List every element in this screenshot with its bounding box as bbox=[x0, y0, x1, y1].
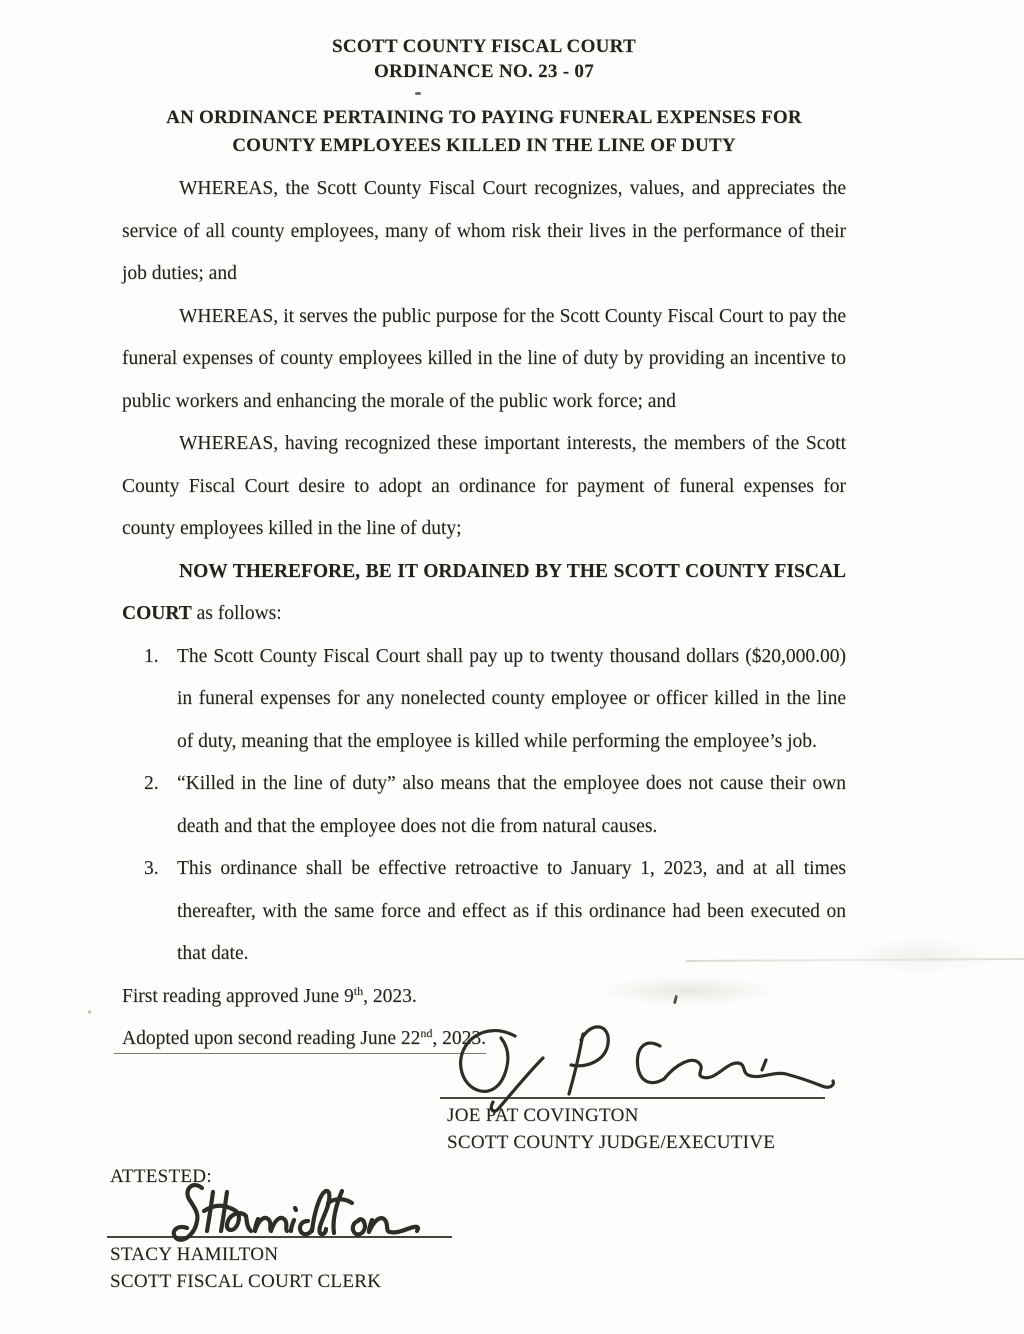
ordinal-superscript: th bbox=[353, 983, 364, 998]
clerk-name-block bbox=[110, 1241, 381, 1295]
second-reading-underlined bbox=[114, 1027, 486, 1054]
clerk-title: SCOTT FISCAL COURT CLERK bbox=[110, 1271, 382, 1292]
second-reading-year: , 2023. bbox=[432, 1028, 487, 1049]
ordained-rest-text: as follows: bbox=[191, 603, 282, 624]
ordinance-item-2 bbox=[122, 763, 846, 848]
first-reading-text: First reading approved June 9 bbox=[122, 985, 354, 1007]
ordinance-item-list bbox=[122, 636, 846, 976]
document-body bbox=[122, 0, 846, 1061]
ordained-paragraph bbox=[122, 551, 846, 636]
ordinance-subject-heading: AN ORDINANCE PERTAINING TO PAYING FUNERAL EXPENSES FOR COUNTY EMPLOYEES KILLED IN THE LINE OF DUTY bbox=[166, 107, 802, 156]
scan-speck-artifact bbox=[87, 1010, 92, 1015]
scan-smudge-artifact bbox=[845, 938, 995, 974]
whereas-paragraph-1: WHEREAS, the Scott County Fiscal Court recognizes, values, and appreciates the service of all county employees, many of whom risk their lives in the performance of their job duties; and bbox=[122, 178, 846, 284]
ordinance-item-1 bbox=[122, 636, 846, 764]
clerk-name: STACY HAMILTON bbox=[110, 1244, 279, 1265]
ordinal-superscript: nd bbox=[420, 1026, 433, 1040]
item-text: This ordinance shall be effective retroactive to January 1, 2023, and at all times thereafter, with the same force and effect as if this ordinance had been executed on that date. bbox=[177, 858, 846, 964]
item-text: “Killed in the line of duty” also means that the employee does not cause their own death and that the employee does not die from natural causes. bbox=[177, 773, 846, 837]
court-name-heading: SCOTT COUNTY FISCAL COURT bbox=[331, 36, 637, 57]
attested-label: ATTESTED: bbox=[110, 1166, 212, 1187]
item-text: The Scott County Fiscal Court shall pay up to twenty thousand dollars ($20,000.00) in funeral expenses for any nonelected county employee or officer killed in the line of duty, meaning that the employee is killed while performing the employee’s job. bbox=[177, 645, 846, 752]
judge-name-block bbox=[447, 1102, 837, 1156]
judge-signature bbox=[445, 1004, 837, 1114]
judge-name: JOE PAT COVINGTON bbox=[447, 1105, 639, 1126]
ordinance-item-3 bbox=[122, 848, 846, 976]
item-number: 3. bbox=[144, 858, 159, 879]
whereas-paragraph-3: WHEREAS, having recognized these important interests, the members of the Scott County Fiscal Court desire to adopt an ordinance for payment of funeral expenses for county employees killed in the line of duty; bbox=[122, 433, 846, 539]
second-reading-text: Adopted upon second reading June 22 bbox=[122, 1028, 421, 1049]
judge-title: SCOTT COUNTY JUDGE/EXECUTIVE bbox=[447, 1132, 776, 1153]
first-reading-year: , 2023. bbox=[363, 985, 417, 1007]
item-number: 2. bbox=[144, 773, 159, 794]
ordained-bold-text: NOW THEREFORE, BE IT ORDAINED BY THE SCOTT COUNTY FISCAL COURT bbox=[122, 560, 846, 624]
ordinance-number-heading: ORDINANCE NO. 23 - 07 bbox=[373, 61, 595, 82]
whereas-paragraph-2: WHEREAS, it serves the public purpose for the Scott County Fiscal Court to pay the funeral expenses of county employees killed in the line of duty by providing an incentive to public workers and enhancing the morale of the public work force; and bbox=[122, 305, 846, 412]
clerk-attestation-block bbox=[110, 1164, 530, 1292]
item-number: 1. bbox=[144, 645, 159, 667]
